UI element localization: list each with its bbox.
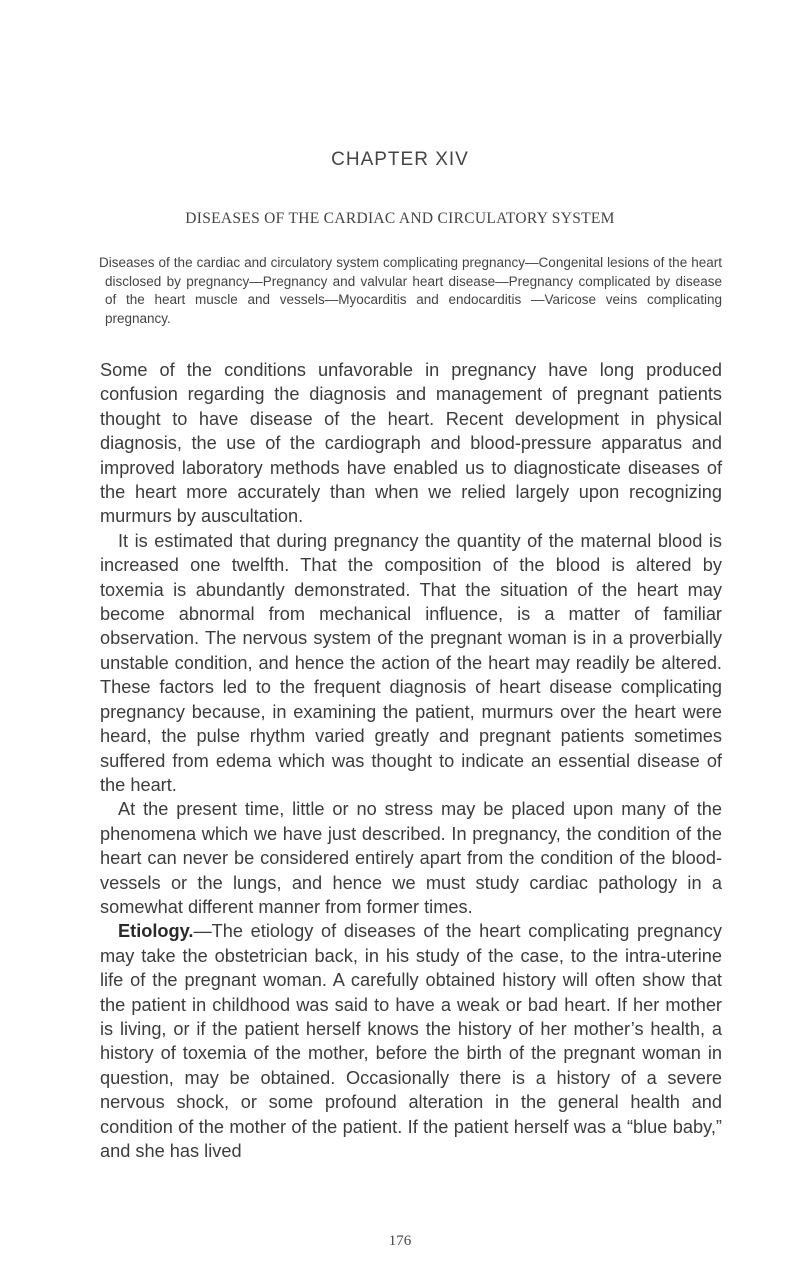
paragraph: Some of the conditions unfavorable in pregnancy have long produced confusion regarding the diagnosis and management of pregnant patients thought to have disease of the heart. Recent development in physical diagnosis, the use of the cardiograph and blood-pressure apparatus and improved laboratory methods have enabled us to diagnosticate diseases of the heart more accurately than when we relied largely upon recognizing murmurs by auscultation. [100,360,722,527]
body-text [100,358,722,1163]
etiology-text: —The etiology of diseases of the heart complicating pregnancy may take the obstetrician back, in his study of the case, to the intra-uterine life of the pregnant woman. A carefully obtained history will often show that the patient in childhood was said to have a weak or bad heart. If her mother is living, or if the patient herself knows the history of her mother’s health, a history of toxemia of the mother, before the birth of the pregnant woman in question, may be obtained. Occasionally there is a history of a severe nervous shock, or some profound alteration in the general health and condition of the mother of the patient. If the patient herself was a “blue baby,” and she has lived [100,921,722,1161]
section-heading: Etiology. [118,921,194,942]
paragraph: At the present time, little or no stress may be placed upon many of the phenomena which we have just described. In pregnancy, the condition of the heart can never be considered entirely apart from the condition of the blood-vessels or the lungs, and hence we must study cardiac pathology in a somewhat different manner from former times. [100,799,722,917]
chapter-synopsis: Diseases of the cardiac and circulatory system complicating pregnancy—Congenital lesions of the heart disclosed by pregnancy—Pregnancy and valvular heart disease—Pregnancy complicated by disease of the heart muscle and vessels—Myocarditis and endocarditis —Varicose veins complicating pregnancy. [99,255,722,326]
page-number: 176 [388,1233,412,1249]
paragraph: It is estimated that during pregnancy the quantity of the maternal blood is increased one twelfth. That the composition of the blood is altered by toxemia is abundantly demonstrated. That the situation of the heart may become abnormal from mechanical influence, is a matter of familiar observation. The nervous system of the pregnant woman is in a proverbially unstable condition, and hence the action of the heart may readily be altered. These factors led to the frequent diagnosis of heart disease complicating pregnancy because, in examining the patient, murmurs over the heart were heard, the pulse rhythm varied greatly and pregnant patients sometimes suffered from edema which was thought to indicate an essential disease of the heart. [100,530,722,795]
chapter-title: DISEASES OF THE CARDIAC AND CIRCULATORY SYSTEM [185,210,615,227]
etiology-paragraph [100,919,722,1163]
chapter-number: CHAPTER XIV [331,149,469,170]
